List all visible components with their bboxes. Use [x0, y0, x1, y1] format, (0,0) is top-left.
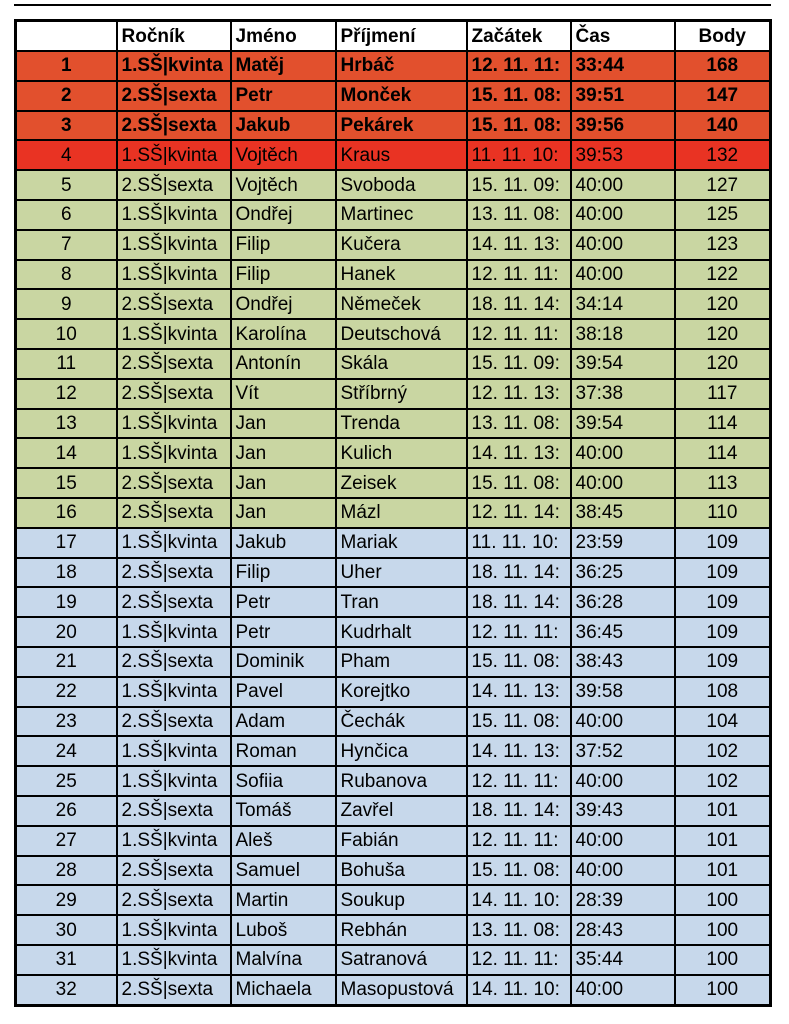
cell-cas: 39:54	[571, 349, 675, 379]
table-row	[16, 230, 771, 260]
cell-cas: 40:00	[571, 766, 675, 796]
cell-zacatek: 13. 11. 08:	[467, 200, 571, 230]
cell-prijmeni: Čechák	[336, 707, 467, 737]
cell-body: 109	[675, 647, 771, 677]
cell-body: 108	[675, 677, 771, 707]
cell-prijmeni: Satranová	[336, 945, 467, 975]
cell-zacatek: 15. 11. 09:	[467, 170, 571, 200]
cell-rocnik: 2.SŠ|sexta	[117, 856, 231, 886]
column-header-prijmeni: Příjmení	[336, 21, 467, 52]
cell-jmeno: Martin	[231, 885, 336, 915]
cell-jmeno: Dominik	[231, 647, 336, 677]
cell-prijmeni: Zeisek	[336, 468, 467, 498]
cell-zacatek: 14. 11. 13:	[467, 438, 571, 468]
cell-jmeno: Jakub	[231, 111, 336, 141]
cell-prijmeni: Kulich	[336, 438, 467, 468]
cell-prijmeni: Pekárek	[336, 111, 467, 141]
results-table	[14, 19, 772, 1007]
cell-prijmeni: Fabián	[336, 826, 467, 856]
cell-rocnik: 2.SŠ|sexta	[117, 111, 231, 141]
cell-rocnik: 2.SŠ|sexta	[117, 558, 231, 588]
table-row	[16, 260, 771, 290]
cell-body: 120	[675, 349, 771, 379]
cell-body: 101	[675, 826, 771, 856]
cell-cas: 36:25	[571, 558, 675, 588]
cell-zacatek: 18. 11. 14:	[467, 587, 571, 617]
cell-zacatek: 11. 11. 10:	[467, 528, 571, 558]
cell-body: 100	[675, 975, 771, 1005]
cell-rank: 13	[16, 409, 117, 439]
cell-rank: 4	[16, 140, 117, 170]
cell-cas: 40:00	[571, 707, 675, 737]
cell-jmeno: Sofiia	[231, 766, 336, 796]
cell-body: 117	[675, 379, 771, 409]
cell-rank: 15	[16, 468, 117, 498]
cell-rank: 30	[16, 915, 117, 945]
cell-body: 109	[675, 558, 771, 588]
column-header-rank	[16, 21, 117, 52]
cell-jmeno: Ondřej	[231, 200, 336, 230]
table-row	[16, 528, 771, 558]
table-row	[16, 558, 771, 588]
cell-cas: 40:00	[571, 200, 675, 230]
table-row	[16, 200, 771, 230]
cell-jmeno: Pavel	[231, 677, 336, 707]
table-row	[16, 140, 771, 170]
cell-rank: 6	[16, 200, 117, 230]
cell-cas: 28:39	[571, 885, 675, 915]
cell-jmeno: Michaela	[231, 975, 336, 1005]
cell-cas: 36:28	[571, 587, 675, 617]
cell-jmeno: Vít	[231, 379, 336, 409]
cell-rocnik: 1.SŠ|kvinta	[117, 438, 231, 468]
cell-zacatek: 15. 11. 08:	[467, 468, 571, 498]
cell-rank: 18	[16, 558, 117, 588]
cell-body: 168	[675, 51, 771, 81]
cell-prijmeni: Rebhán	[336, 915, 467, 945]
cell-cas: 23:59	[571, 528, 675, 558]
cell-body: 120	[675, 289, 771, 319]
column-header-jmeno: Jméno	[231, 21, 336, 52]
cell-rank: 1	[16, 51, 117, 81]
cell-zacatek: 12. 11. 11:	[467, 945, 571, 975]
cell-body: 102	[675, 736, 771, 766]
cell-rank: 19	[16, 587, 117, 617]
cell-jmeno: Filip	[231, 260, 336, 290]
cell-cas: 40:00	[571, 975, 675, 1005]
cell-prijmeni: Tran	[336, 587, 467, 617]
column-header-body: Body	[675, 21, 771, 52]
cell-prijmeni: Mázl	[336, 498, 467, 528]
cell-rocnik: 2.SŠ|sexta	[117, 885, 231, 915]
cell-zacatek: 15. 11. 08:	[467, 111, 571, 141]
cell-jmeno: Luboš	[231, 915, 336, 945]
table-row	[16, 707, 771, 737]
cell-jmeno: Antonín	[231, 349, 336, 379]
cell-prijmeni: Svoboda	[336, 170, 467, 200]
cell-body: 123	[675, 230, 771, 260]
cell-cas: 40:00	[571, 856, 675, 886]
cell-body: 132	[675, 140, 771, 170]
cell-jmeno: Vojtěch	[231, 140, 336, 170]
cell-cas: 40:00	[571, 468, 675, 498]
cell-rank: 26	[16, 796, 117, 826]
cell-rank: 23	[16, 707, 117, 737]
cell-prijmeni: Hrbáč	[336, 51, 467, 81]
cell-zacatek: 18. 11. 14:	[467, 558, 571, 588]
cell-rank: 22	[16, 677, 117, 707]
cell-body: 109	[675, 587, 771, 617]
cell-rocnik: 1.SŠ|kvinta	[117, 826, 231, 856]
cell-rank: 17	[16, 528, 117, 558]
cell-cas: 40:00	[571, 260, 675, 290]
cell-cas: 39:51	[571, 81, 675, 111]
cell-rocnik: 2.SŠ|sexta	[117, 975, 231, 1005]
cell-rocnik: 1.SŠ|kvinta	[117, 260, 231, 290]
column-header-cas: Čas	[571, 21, 675, 52]
cell-jmeno: Aleš	[231, 826, 336, 856]
cell-zacatek: 13. 11. 08:	[467, 409, 571, 439]
cell-body: 109	[675, 617, 771, 647]
cell-rocnik: 1.SŠ|kvinta	[117, 617, 231, 647]
cell-rocnik: 2.SŠ|sexta	[117, 379, 231, 409]
cell-prijmeni: Hanek	[336, 260, 467, 290]
cell-cas: 38:18	[571, 319, 675, 349]
cell-rocnik: 1.SŠ|kvinta	[117, 200, 231, 230]
table-row	[16, 975, 771, 1005]
cell-body: 101	[675, 856, 771, 886]
table-row	[16, 617, 771, 647]
cell-body: 100	[675, 945, 771, 975]
cell-cas: 39:54	[571, 409, 675, 439]
table-row	[16, 111, 771, 141]
cell-cas: 28:43	[571, 915, 675, 945]
cell-rocnik: 2.SŠ|sexta	[117, 707, 231, 737]
column-header-rocnik: Ročník	[117, 21, 231, 52]
table-row	[16, 945, 771, 975]
cell-rocnik: 1.SŠ|kvinta	[117, 677, 231, 707]
cell-prijmeni: Soukup	[336, 885, 467, 915]
cell-jmeno: Samuel	[231, 856, 336, 886]
table-row	[16, 736, 771, 766]
cell-zacatek: 14. 11. 13:	[467, 736, 571, 766]
cell-cas: 35:44	[571, 945, 675, 975]
cell-rank: 24	[16, 736, 117, 766]
cell-rank: 27	[16, 826, 117, 856]
cell-zacatek: 18. 11. 14:	[467, 289, 571, 319]
cell-rocnik: 1.SŠ|kvinta	[117, 319, 231, 349]
cell-jmeno: Petr	[231, 617, 336, 647]
cell-prijmeni: Skála	[336, 349, 467, 379]
cell-zacatek: 12. 11. 11:	[467, 51, 571, 81]
cell-jmeno: Adam	[231, 707, 336, 737]
table-row	[16, 468, 771, 498]
table-row	[16, 766, 771, 796]
cell-cas: 37:52	[571, 736, 675, 766]
column-header-zacatek: Začátek	[467, 21, 571, 52]
cell-zacatek: 12. 11. 11:	[467, 826, 571, 856]
cell-rank: 16	[16, 498, 117, 528]
table-row	[16, 81, 771, 111]
table-row	[16, 51, 771, 81]
cell-cas: 38:43	[571, 647, 675, 677]
cell-rank: 14	[16, 438, 117, 468]
cell-jmeno: Jan	[231, 438, 336, 468]
cell-prijmeni: Kudrhalt	[336, 617, 467, 647]
cell-prijmeni: Masopustová	[336, 975, 467, 1005]
cell-prijmeni: Monček	[336, 81, 467, 111]
cell-jmeno: Jan	[231, 498, 336, 528]
cell-zacatek: 12. 11. 13:	[467, 379, 571, 409]
cell-cas: 40:00	[571, 438, 675, 468]
table-row	[16, 349, 771, 379]
cell-zacatek: 13. 11. 08:	[467, 915, 571, 945]
cell-rocnik: 2.SŠ|sexta	[117, 647, 231, 677]
cell-rocnik: 2.SŠ|sexta	[117, 468, 231, 498]
cell-jmeno: Ondřej	[231, 289, 336, 319]
cell-rank: 2	[16, 81, 117, 111]
table-row	[16, 826, 771, 856]
cell-zacatek: 15. 11. 08:	[467, 647, 571, 677]
table-body	[16, 51, 771, 1005]
cell-prijmeni: Deutschová	[336, 319, 467, 349]
cell-jmeno: Filip	[231, 230, 336, 260]
cell-rank: 12	[16, 379, 117, 409]
cell-body: 113	[675, 468, 771, 498]
cell-jmeno: Jan	[231, 468, 336, 498]
cell-jmeno: Petr	[231, 587, 336, 617]
cell-zacatek: 12. 11. 11:	[467, 617, 571, 647]
cell-prijmeni: Hynčica	[336, 736, 467, 766]
cell-jmeno: Petr	[231, 81, 336, 111]
cell-cas: 39:58	[571, 677, 675, 707]
cell-jmeno: Matěj	[231, 51, 336, 81]
cell-zacatek: 15. 11. 08:	[467, 81, 571, 111]
table-row	[16, 587, 771, 617]
cell-body: 101	[675, 796, 771, 826]
cell-body: 147	[675, 81, 771, 111]
cell-body: 100	[675, 885, 771, 915]
cell-rocnik: 2.SŠ|sexta	[117, 587, 231, 617]
cell-rocnik: 2.SŠ|sexta	[117, 81, 231, 111]
cell-zacatek: 12. 11. 14:	[467, 498, 571, 528]
cell-rocnik: 2.SŠ|sexta	[117, 289, 231, 319]
cell-rank: 9	[16, 289, 117, 319]
cell-body: 110	[675, 498, 771, 528]
cell-jmeno: Jakub	[231, 528, 336, 558]
cell-body: 125	[675, 200, 771, 230]
table-row	[16, 885, 771, 915]
cell-cas: 33:44	[571, 51, 675, 81]
cell-rocnik: 1.SŠ|kvinta	[117, 51, 231, 81]
cell-cas: 36:45	[571, 617, 675, 647]
table-row	[16, 498, 771, 528]
cell-prijmeni: Zavřel	[336, 796, 467, 826]
cell-prijmeni: Martinec	[336, 200, 467, 230]
table-row	[16, 915, 771, 945]
cell-zacatek: 14. 11. 13:	[467, 230, 571, 260]
cell-prijmeni: Pham	[336, 647, 467, 677]
cell-prijmeni: Uher	[336, 558, 467, 588]
cell-rank: 10	[16, 319, 117, 349]
cell-rocnik: 1.SŠ|kvinta	[117, 409, 231, 439]
cell-rank: 7	[16, 230, 117, 260]
cell-body: 122	[675, 260, 771, 290]
cell-zacatek: 15. 11. 08:	[467, 856, 571, 886]
table-row	[16, 647, 771, 677]
table-row	[16, 319, 771, 349]
cell-prijmeni: Bohuša	[336, 856, 467, 886]
cell-rocnik: 1.SŠ|kvinta	[117, 140, 231, 170]
cell-jmeno: Vojtěch	[231, 170, 336, 200]
table-row	[16, 796, 771, 826]
cell-rank: 8	[16, 260, 117, 290]
cell-zacatek: 15. 11. 09:	[467, 349, 571, 379]
cell-cas: 39:56	[571, 111, 675, 141]
cell-body: 102	[675, 766, 771, 796]
cell-zacatek: 11. 11. 10:	[467, 140, 571, 170]
cell-rocnik: 1.SŠ|kvinta	[117, 528, 231, 558]
table-row	[16, 289, 771, 319]
cell-rank: 20	[16, 617, 117, 647]
cell-rank: 28	[16, 856, 117, 886]
cell-zacatek: 14. 11. 10:	[467, 885, 571, 915]
cell-jmeno: Karolína	[231, 319, 336, 349]
cell-jmeno: Roman	[231, 736, 336, 766]
cell-zacatek: 15. 11. 08:	[467, 707, 571, 737]
cell-cas: 40:00	[571, 826, 675, 856]
cell-cas: 40:00	[571, 230, 675, 260]
cell-body: 127	[675, 170, 771, 200]
cell-rocnik: 1.SŠ|kvinta	[117, 736, 231, 766]
cell-rank: 21	[16, 647, 117, 677]
cell-jmeno: Filip	[231, 558, 336, 588]
cell-cas: 34:14	[571, 289, 675, 319]
cell-rank: 5	[16, 170, 117, 200]
cell-cas: 39:53	[571, 140, 675, 170]
table-row	[16, 170, 771, 200]
cell-zacatek: 12. 11. 11:	[467, 319, 571, 349]
table-header-row	[16, 21, 771, 52]
cell-body: 120	[675, 319, 771, 349]
table-row	[16, 379, 771, 409]
cell-body: 100	[675, 915, 771, 945]
cell-rocnik: 1.SŠ|kvinta	[117, 230, 231, 260]
cell-rocnik: 2.SŠ|sexta	[117, 170, 231, 200]
cell-rocnik: 1.SŠ|kvinta	[117, 915, 231, 945]
cutoff-row-border	[14, 4, 771, 6]
cell-rocnik: 2.SŠ|sexta	[117, 349, 231, 379]
cell-body: 114	[675, 438, 771, 468]
cell-rank: 29	[16, 885, 117, 915]
cell-rank: 31	[16, 945, 117, 975]
cell-jmeno: Jan	[231, 409, 336, 439]
cell-cas: 40:00	[571, 170, 675, 200]
cell-body: 104	[675, 707, 771, 737]
cell-zacatek: 12. 11. 11:	[467, 260, 571, 290]
cell-body: 140	[675, 111, 771, 141]
cell-zacatek: 14. 11. 13:	[467, 677, 571, 707]
cell-zacatek: 14. 11. 10:	[467, 975, 571, 1005]
table-row	[16, 856, 771, 886]
cell-jmeno: Malvína	[231, 945, 336, 975]
cell-rocnik: 2.SŠ|sexta	[117, 498, 231, 528]
cell-rocnik: 1.SŠ|kvinta	[117, 766, 231, 796]
cell-prijmeni: Kučera	[336, 230, 467, 260]
cell-zacatek: 18. 11. 14:	[467, 796, 571, 826]
table-row	[16, 438, 771, 468]
cell-body: 114	[675, 409, 771, 439]
cell-prijmeni: Kraus	[336, 140, 467, 170]
cell-rocnik: 1.SŠ|kvinta	[117, 945, 231, 975]
cell-cas: 37:38	[571, 379, 675, 409]
cell-cas: 39:43	[571, 796, 675, 826]
cell-prijmeni: Korejtko	[336, 677, 467, 707]
table-row	[16, 677, 771, 707]
cell-rocnik: 2.SŠ|sexta	[117, 796, 231, 826]
cell-rank: 32	[16, 975, 117, 1005]
cell-prijmeni: Rubanova	[336, 766, 467, 796]
cell-prijmeni: Němeček	[336, 289, 467, 319]
cell-prijmeni: Trenda	[336, 409, 467, 439]
cell-prijmeni: Mariak	[336, 528, 467, 558]
table-row	[16, 409, 771, 439]
cell-cas: 38:45	[571, 498, 675, 528]
cell-rank: 25	[16, 766, 117, 796]
cell-prijmeni: Stříbrný	[336, 379, 467, 409]
cell-rank: 11	[16, 349, 117, 379]
cell-zacatek: 12. 11. 11:	[467, 766, 571, 796]
cell-body: 109	[675, 528, 771, 558]
cell-rank: 3	[16, 111, 117, 141]
cell-jmeno: Tomáš	[231, 796, 336, 826]
